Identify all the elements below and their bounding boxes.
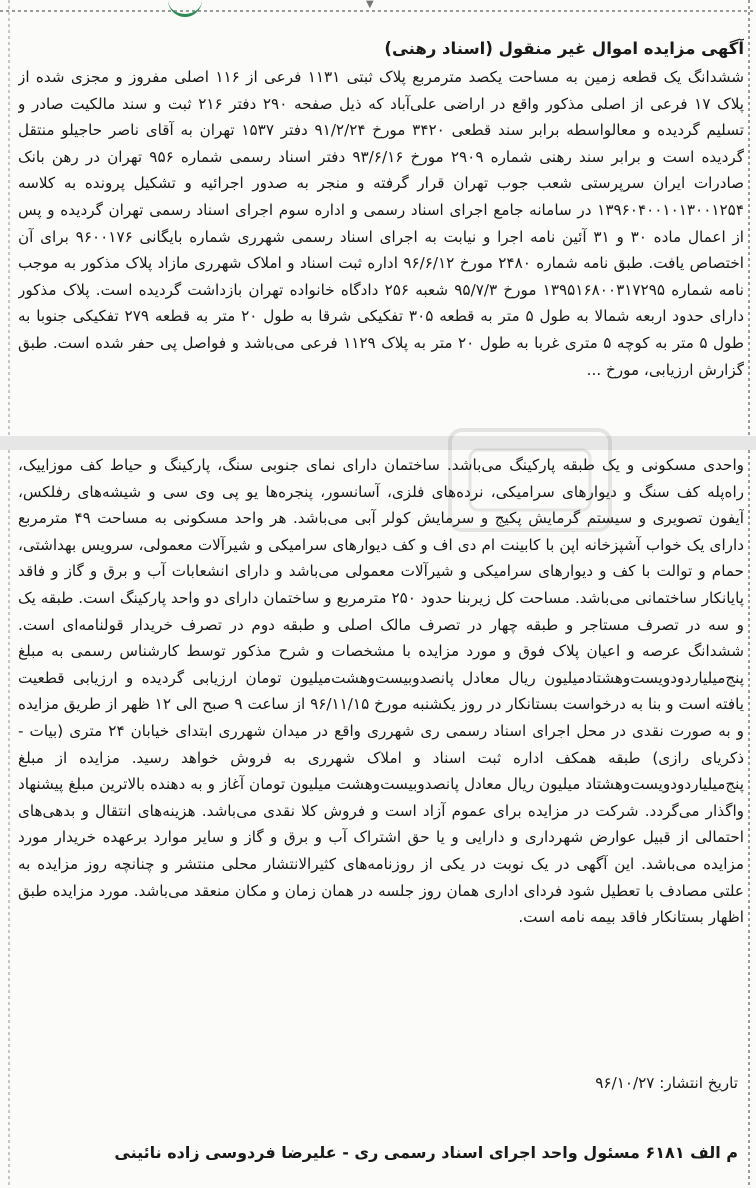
notice-body-part-two: واحدی مسکونی و یک طبقه پارکینگ می‌باشد. ساختمان دارای نمای جنوبی سنگ، پارکینگ و حیاط کف موزاییک، راه‌پله کف سنگ و دیوارهای سرامیکی، نرده‌های فلزی، آسانسور، پنجره‌ها یو پی وی سی و شیشه‌های رفلکس، آیفون تصویری و سیستم گرمایش پکیج و سرمایش کولر آبی می‌باشد. هر واحد مسکونی به مساحت ۴۹ مترمربع دارای یک خواب آشپزخانه اپن با کابینت ام دی اف و کف دیوارهای سرامیکی و شیرآلات معمولی، سرویس بهداشتی، حمام و توالت با کف و دیوارهای سرامیکی و شیرآلات معمولی می‌باشد و دارای انشعابات آب و برق و گاز و فاقد پایانکار ساختمانی می‌باشد. مساحت کل زیربنا حدود ۲۵۰ مترمربع و ساختمان دارای دو واحد پارکینگ است. طبقه یک و سه در تصرف مستاجر و طبقه چهار در تصرف مالک اصلی و طبقه دوم در تصرف خریدار قولنامه‌ای است. ششدانگ عرصه و اعیان پلاک فوق و مورد مزایده با مشخصات و شرح مذکور توسط کارشناس رسمی به مبلغ پنج‌میلیاردودویست‌وهشتادمیلیون ریال معادل پانصدوبیست‌وهشت‌میلیون تومان ارزیابی گردیده و ارزیابی قطعیت یافته است و بنا به درخواست بستانکار در روز یکشنبه مورخ ۹۶/۱۱/۱۵ از ساعت ۹ صبح الی ۱۲ ظهر از طریق مزایده و به صورت نقدی در محل اجرای اسناد رسمی ری شهرری واقع در میدان شهرری ابتدای خیابان ۲۴ متری (بیات - ذکریای رازی) طبقه همکف اداره ثبت اسناد و املاک شهرری به فروش خواهد رسید. مزایده از مبلغ پنج‌میلیاردودویست‌وهشتاد میلیون ریال معادل پانصدوبیست‌وهشت میلیون تومان آغاز و به دهنده بالاترین مبلغ پیشنهاد واگذار می‌گردد. شرکت در مزایده برای عموم آزاد است و فروش کلا نقدی می‌باشد. هزینه‌های انتقال و بدهی‌های احتمالی از قبیل عوارض شهرداری و دارایی و یا حق اشتراک آب و برق و گاز و سایر موارد برعهده خریدار مورد مزایده می‌باشد. این آگهی در یک نوبت در یکی از روزنامه‌های کثیرالانتشار محلی منتشر و چنانچه روز مزایده به علتی مصادف با تعطیل شود فردای اداری همان روز جلسه در همان زمان و مکان منعقد می‌باشد. مورد مزایده طبق اظهار بستانکار فاقد بیمه نامه است. (18, 456, 744, 927)
notice-signature: م الف ۶۱۸۱ مسئول واحد اجرای اسناد رسمی ری - علیرضا فردوسی زاده نائینی (114, 1143, 738, 1162)
left-dotted-rule (8, 0, 10, 1188)
publication-date (438, 1072, 738, 1094)
top-dotted-rule (0, 10, 756, 12)
notice-title: آگهی مزایده اموال غیر منقول (اسناد رهنی) (384, 39, 744, 58)
notice-part-one (18, 34, 744, 434)
notice-body-part-one: ششدانگ یک قطعه زمین به مساحت یکصد مترمربع پلاک ثبتی ۱۱۳۱ فرعی از ۱۱۶ اصلی مفروز و مجزی شده از پلاک ۱۷ فرعی از اصلی مذکور واقع در اراضی علی‌آباد که ذیل صفحه ۲۹۰ دفتر ۲۱۶ ثبت و سند مالکیت صادر و تسلیم گردیده و معالواسطه برابر سند قطعی ۳۴۲۰ مورخ ۹۱/۲/۲۴ دفتر ۱۵۳۷ تهران به آقای ناصر حاجیلو منتقل گردیده است و برابر سند رهنی شماره ۲۹۰۹ مورخ ۹۳/۶/۱۶ دفتر اسناد رسمی شماره ۹۵۶ تهران در رهن بانک صادرات ایران سرپرستی شعب جوب تهران قرار گرفته و منجر به صدور اجرائیه و تشکیل پرونده به کلاسه ۱۳۹۶۰۴۰۰۱۰۱۳۰۰۱۲۵۴ در سامانه جامع اجرای اسناد رسمی و اداره سوم اجرای اسناد رسمی تهران گردیده و پس از اعمال ماده ۳۰ و ۳۱ آئین نامه اجرا و نیابت به اجرای اسناد رسمی شهرری شماره بایگانی ۹۶۰۰۱۷۶ برای آن اختصاص یافت. طبق نامه شماره ۲۴۸۰ مورخ ۹۶/۶/۱۲ اداره ثبت اسناد و املاک شهرری مازاد پلاک مذکور به موجب نامه شماره ۱۳۹۵۱۶۸۰۰۳۱۷۲۹۵ مورخ ۹۵/۷/۳ شعبه ۲۵۶ دادگاه خانواده تهران بازداشت گردیده است. پلاک مذکور دارای حدود اربعه شمالا به طول ۵ متر به قطعه ۳۰۵ تفکیکی شرقا به طول ۲۰ متر به قطعه ۲۷۹ تفکیکی جنوبا به طول ۵ متر به کوچه ۵ متری غربا به طول ۲۰ متر به پلاک ۱۱۲۹ فرعی می‌باشد و فواصل پی حفر شده است. طبق گزارش ارزیابی، مورخ ... (18, 68, 744, 379)
publication-date-value: ۹۶/۱۰/۲۷ (595, 1074, 655, 1092)
scan-divider-band (0, 436, 756, 450)
right-dotted-rule (748, 0, 750, 1188)
notice-part-two (18, 452, 744, 1152)
chevron-down-icon: ▼ (366, 0, 374, 10)
publication-date-label: تاریخ انتشار: (659, 1074, 738, 1092)
green-corner-mark (168, 0, 202, 17)
